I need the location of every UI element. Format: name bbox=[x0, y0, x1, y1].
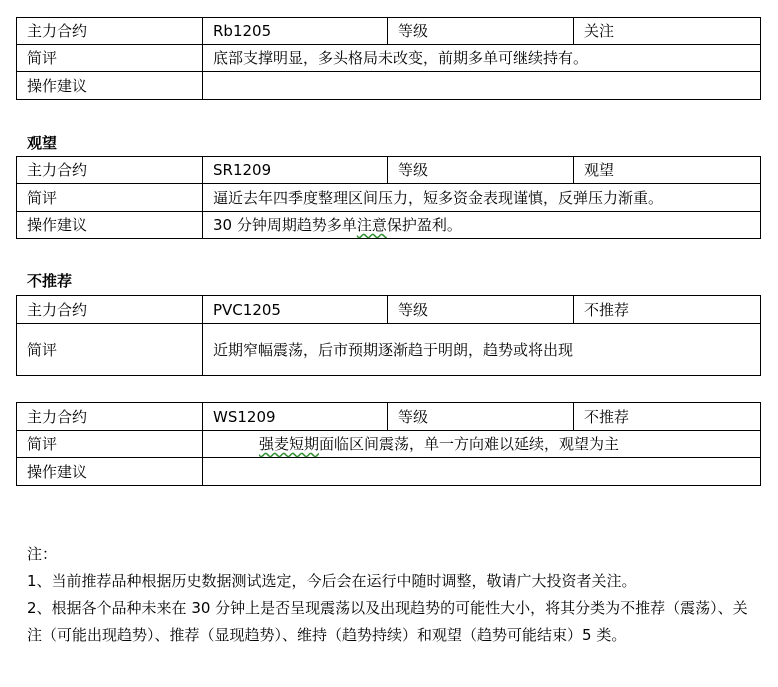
advice-text-pre: 30 分钟周期趋势多单 bbox=[213, 216, 357, 234]
table-row bbox=[17, 296, 761, 324]
advice-text-flagged: 注意 bbox=[356, 216, 387, 234]
table-row bbox=[17, 157, 761, 184]
table-row bbox=[17, 431, 761, 458]
table-row bbox=[17, 403, 761, 431]
contract-label: 主力合约 bbox=[17, 296, 203, 324]
advice-label: 操作建议 bbox=[17, 212, 203, 239]
comment-text-flagged: 强麦短期 bbox=[259, 435, 320, 453]
table-row bbox=[17, 324, 761, 376]
table-row bbox=[17, 212, 761, 239]
comment-value bbox=[203, 431, 761, 458]
comment-label: 简评 bbox=[17, 324, 203, 376]
section-title-not-recommended: 不推荐 bbox=[27, 272, 73, 290]
contract-table-sr1209 bbox=[16, 156, 761, 239]
table-row bbox=[17, 72, 761, 100]
table-row bbox=[17, 18, 761, 45]
contract-label: 主力合约 bbox=[17, 18, 203, 45]
grade-value: 不推荐 bbox=[574, 403, 761, 431]
advice-value bbox=[203, 212, 761, 239]
advice-value bbox=[203, 458, 761, 486]
section-title-watch: 观望 bbox=[27, 134, 58, 152]
comment-label: 简评 bbox=[17, 184, 203, 212]
contract-value: SR1209 bbox=[203, 157, 388, 184]
contract-table-ws1209 bbox=[16, 402, 761, 486]
comment-text-post: 面临区间震荡，单一方向难以延续，观望为主 bbox=[319, 435, 620, 453]
grade-label: 等级 bbox=[388, 296, 574, 324]
grade-value: 关注 bbox=[574, 18, 761, 45]
contract-label: 主力合约 bbox=[17, 403, 203, 431]
note-line-2: 2、根据各个品种未来在 30 分钟上是否呈现震荡以及出现趋势的可能性大小，将其分类为不推荐（震荡）、关注（可能出现趋势）、推荐（显现趋势）、维持（趋势持续）和观望（趋势可能结束）5 类。 bbox=[27, 599, 748, 644]
table-row bbox=[17, 184, 761, 212]
comment-value: 逼近去年四季度整理区间压力，短多资金表现谨慎，反弹压力渐重。 bbox=[203, 184, 761, 212]
advice-label: 操作建议 bbox=[17, 458, 203, 486]
table-row bbox=[17, 458, 761, 486]
comment-value: 底部支撑明显，多头格局未改变，前期多单可继续持有。 bbox=[203, 45, 761, 72]
grade-value: 观望 bbox=[574, 157, 761, 184]
contract-value: Rb1205 bbox=[203, 18, 388, 45]
comment-label: 简评 bbox=[17, 431, 203, 458]
grade-label: 等级 bbox=[388, 403, 574, 431]
note-line-1: 1、当前推荐品种根据历史数据测试选定，今后会在运行中随时调整，敬请广大投资者关注。 bbox=[27, 572, 637, 590]
grade-value: 不推荐 bbox=[574, 296, 761, 324]
contract-value: PVC1205 bbox=[203, 296, 388, 324]
table-row bbox=[17, 45, 761, 72]
contract-value: WS1209 bbox=[203, 403, 388, 431]
comment-label: 简评 bbox=[17, 45, 203, 72]
notes-heading: 注： bbox=[27, 545, 58, 563]
grade-label: 等级 bbox=[388, 18, 574, 45]
advice-value bbox=[203, 72, 761, 100]
grade-label: 等级 bbox=[388, 157, 574, 184]
notes-block bbox=[27, 541, 755, 649]
advice-label: 操作建议 bbox=[17, 72, 203, 100]
advice-text-post: 保护盈利。 bbox=[386, 216, 462, 234]
contract-table-pvc1205 bbox=[16, 295, 761, 376]
contract-table-rb1205 bbox=[16, 17, 761, 100]
contract-label: 主力合约 bbox=[17, 157, 203, 184]
comment-value: 近期窄幅震荡，后市预期逐渐趋于明朗，趋势或将出现 bbox=[203, 324, 761, 376]
